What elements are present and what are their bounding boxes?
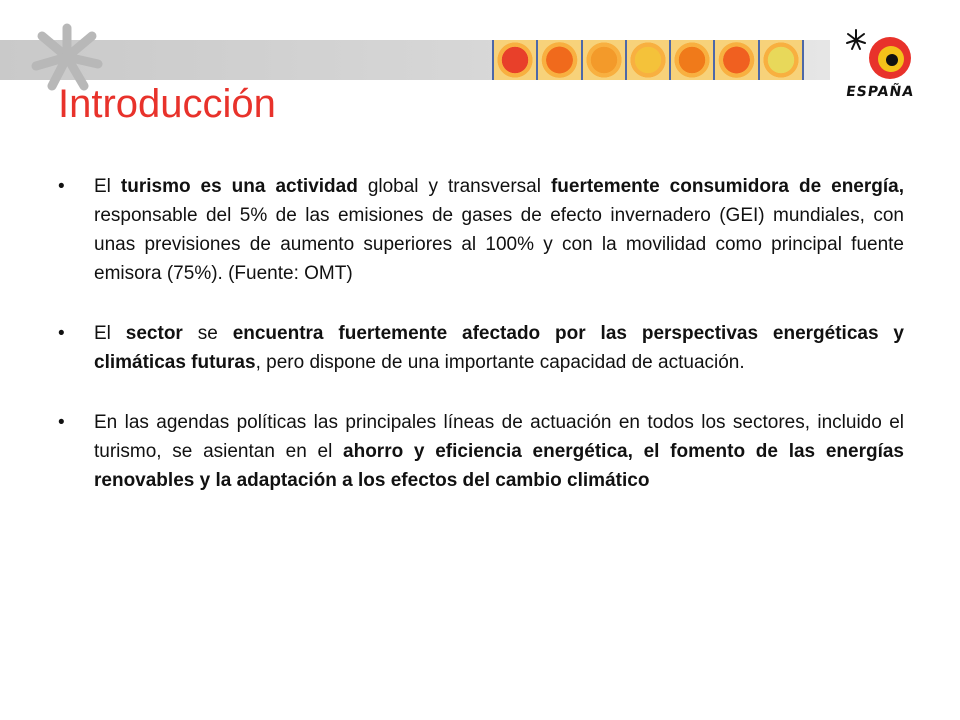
- bold-text: turismo es una actividad: [120, 176, 358, 197]
- bold-text: fuertemente consumidora de energía,: [550, 176, 904, 197]
- body-text: se: [182, 323, 233, 344]
- body-text: , pero dispone de una importante capacidad de actuación.: [255, 352, 745, 373]
- slide-title: Introducción: [58, 82, 276, 126]
- body-text: global y transversal: [357, 176, 551, 197]
- bullet-marker: •: [58, 176, 65, 197]
- bold-text: encuentra fuertemente afectado por las perspectivas energéticas y climáticas futuras: [94, 323, 904, 373]
- bold-text: ahorro y eficiencia energética, el fomento de las energías renovables y la adaptación a los efectos del cambio climático: [94, 441, 904, 491]
- sun-tile: [671, 40, 713, 80]
- spain-logo-text: ESPAÑA: [844, 84, 916, 100]
- body-text: En las agendas políticas las principales líneas de actuación en todos los sectores, incluido el turismo, se asientan en el: [94, 412, 904, 462]
- bullet-item: [58, 172, 904, 288]
- bullet-item: [58, 408, 904, 495]
- body-text: El: [94, 323, 126, 344]
- bullet-item: [58, 319, 904, 377]
- sun-tile: [583, 40, 625, 80]
- bullet-marker: •: [58, 323, 65, 344]
- body-text: responsable del 5% de las emisiones de gases de efecto invernadero (GEI) mundiales, con unas previsiones de aumento superiores al 100% y con la movilidad como principal fuente emisora (75%). (Fuente: OMT): [94, 205, 904, 284]
- sun-tile: [538, 40, 580, 80]
- sun-tile: [760, 40, 802, 80]
- bullet-marker: •: [58, 412, 65, 433]
- bold-text: sector: [125, 323, 183, 344]
- sun-tile: [715, 40, 757, 80]
- sun-tile: [627, 40, 669, 80]
- body-text: El: [94, 176, 121, 197]
- bullet-list: [58, 172, 904, 526]
- sun-tiles-strip: [492, 40, 804, 80]
- sun-tile: [494, 40, 536, 80]
